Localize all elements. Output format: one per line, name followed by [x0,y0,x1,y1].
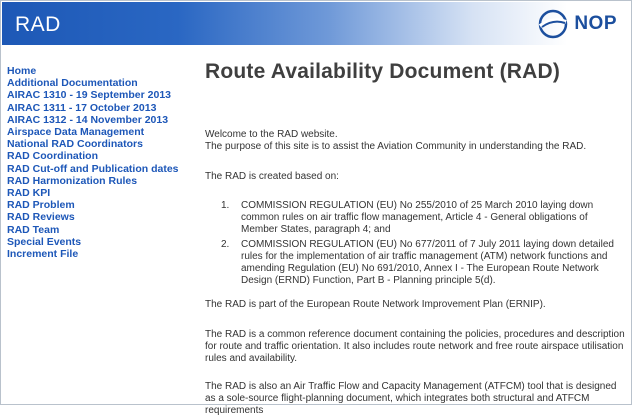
list-number: 2. [221,239,230,250]
sidebar-item-airac-1312[interactable]: AIRAC 1312 - 14 November 2013 [7,113,169,126]
sidebar-item-rad-team[interactable]: RAD Team [7,223,60,236]
sidebar-item-special-events[interactable]: Special Events [7,235,82,248]
purpose-text: The purpose of this site is to assist the Aviation Community in understanding the RAD. [205,141,587,152]
sidebar-item-rad-coordination[interactable]: RAD Coordination [7,150,98,163]
welcome-text: Welcome to the RAD website. [205,129,338,140]
regulation-text: COMMISSION REGULATION (EU) No 677/2011 of 7 July 2011 laying down detailed rules for the implementation of air traffic management (ATM) network functions and amending Regulation (EU) No 691/2010, Annex I - The European Route Network Design (ERND) Function, Part B - Planning principle 5(d). [241,239,614,286]
created-based-text: The RAD is created based on: [205,171,339,182]
nop-logo[interactable] [538,8,617,40]
page-title: Route Availability Document (RAD) [205,60,561,83]
regulations-list [221,200,625,290]
sidebar-nav [7,65,187,260]
logo-text: NOP [574,13,617,34]
site-title: RAD [15,13,61,36]
list-number: 1. [221,200,230,211]
atfcm-text: The RAD is also an Air Traffic Flow and Capacity Management (ATFCM) tool that is designed as a sole-source flight-planning document, which integrates both structural and ATFCM requirements [205,381,617,416]
sidebar-item-increment-file[interactable]: Increment File [7,248,79,261]
nop-swirl-icon [538,9,568,39]
sidebar-item-rad-harmonization-rules[interactable]: RAD Harmonization Rules [7,174,138,187]
sidebar-item-airspace-data-management[interactable]: Airspace Data Management [7,126,145,139]
sidebar-item-airac-1311[interactable]: AIRAC 1311 - 17 October 2013 [7,101,157,114]
list-item [221,200,625,236]
sidebar-item-rad-cutoff-publication[interactable]: RAD Cut-off and Publication dates [7,162,179,175]
sidebar-item-home[interactable]: Home [7,65,37,77]
ernip-text: The RAD is part of the European Route Network Improvement Plan (ERNIP). [205,299,546,310]
main-content [205,59,625,416]
header-banner [2,2,630,45]
sidebar-item-rad-problem[interactable]: RAD Problem [7,199,75,212]
sidebar-item-airac-1310[interactable]: AIRAC 1310 - 19 September 2013 [7,89,171,102]
sidebar-item-additional-documentation[interactable]: Additional Documentation [7,77,138,90]
reference-text: The RAD is a common reference document containing the policies, procedures and description for route and traffic orientation. It also includes route network and free route airspace utilisation rules and availability. [205,329,625,364]
sidebar-item-rad-reviews[interactable]: RAD Reviews [7,211,75,224]
sidebar-item-rad-kpi[interactable]: RAD KPI [7,187,51,200]
sidebar-item-national-rad-coordinators[interactable]: National RAD Coordinators [7,138,143,151]
list-item [221,239,625,287]
regulation-text: COMMISSION REGULATION (EU) No 255/2010 of 25 March 2010 laying down common rules on air traffic flow management, Article 4 - General obligations of Member States, paragraph 4; and [241,200,594,235]
